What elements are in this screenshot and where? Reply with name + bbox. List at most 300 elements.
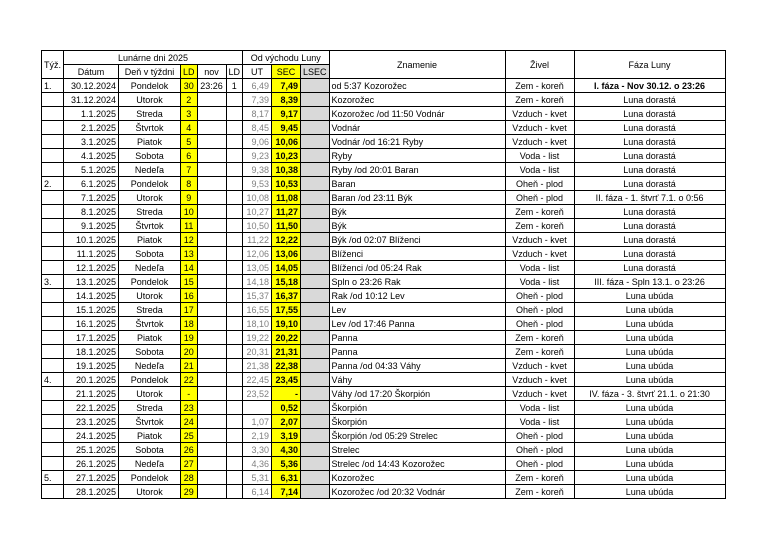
cell-lunar-day: 2	[181, 93, 198, 107]
cell-element: Oheň - plod	[505, 289, 574, 303]
cell-sec: 8,39	[272, 93, 301, 107]
cell-moon-phase: Luna dorastá	[574, 205, 725, 219]
cell-lunar-day-2	[226, 331, 243, 345]
cell-date: 9.1.2025	[64, 219, 119, 233]
table-row	[42, 303, 726, 317]
cell-zodiac-sign: Ryby	[329, 149, 505, 163]
cell-new-moon-time	[197, 149, 226, 163]
cell-sec: 6,31	[272, 471, 301, 485]
col-header-ut: UT	[243, 65, 272, 79]
cell-sec: 10,53	[272, 177, 301, 191]
cell-lsec	[301, 415, 330, 429]
cell-lunar-day: 27	[181, 457, 198, 471]
cell-new-moon-time	[197, 261, 226, 275]
cell-weekday: Štvrtok	[119, 121, 181, 135]
table-row	[42, 331, 726, 345]
cell-date: 8.1.2025	[64, 205, 119, 219]
col-header-sec: SEC	[272, 65, 301, 79]
cell-lunar-day-2	[226, 373, 243, 387]
cell-lsec	[301, 289, 330, 303]
cell-week	[42, 107, 64, 121]
cell-lsec	[301, 471, 330, 485]
cell-weekday: Streda	[119, 107, 181, 121]
cell-date: 26.1.2025	[64, 457, 119, 471]
cell-lsec	[301, 429, 330, 443]
cell-lunar-day-2	[226, 233, 243, 247]
table-row	[42, 289, 726, 303]
col-header-date: Dátum	[64, 65, 119, 79]
table-row	[42, 93, 726, 107]
cell-zodiac-sign: Strelec /od 14:43 Kozorožec	[329, 457, 505, 471]
cell-week	[42, 387, 64, 401]
cell-moon-phase: IV. fáza - 3. štvrť 21.1. o 21:30	[574, 387, 725, 401]
cell-date: 12.1.2025	[64, 261, 119, 275]
cell-lunar-day: 29	[181, 485, 198, 499]
cell-new-moon-time	[197, 275, 226, 289]
cell-ut: 22,45	[243, 373, 272, 387]
cell-ut: 15,37	[243, 289, 272, 303]
cell-date: 15.1.2025	[64, 303, 119, 317]
cell-zodiac-sign: Kozorožec /od 20:32 Vodnár	[329, 485, 505, 499]
cell-ut: 8,45	[243, 121, 272, 135]
cell-lunar-day: 19	[181, 331, 198, 345]
cell-zodiac-sign: Baran	[329, 177, 505, 191]
cell-weekday: Streda	[119, 401, 181, 415]
cell-lunar-day: 8	[181, 177, 198, 191]
table-row	[42, 205, 726, 219]
cell-lsec	[301, 261, 330, 275]
cell-zodiac-sign: Kozorožec	[329, 471, 505, 485]
col-header-week: Týž.	[42, 51, 64, 79]
cell-lunar-day: 12	[181, 233, 198, 247]
table-row	[42, 429, 726, 443]
cell-lsec	[301, 359, 330, 373]
cell-lunar-day-2	[226, 401, 243, 415]
cell-moon-phase: Luna ubúda	[574, 415, 725, 429]
cell-lsec	[301, 401, 330, 415]
cell-sec: 9,45	[272, 121, 301, 135]
cell-lsec	[301, 79, 330, 93]
cell-date: 17.1.2025	[64, 331, 119, 345]
cell-element: Vzduch - kvet	[505, 359, 574, 373]
cell-ut: 10,27	[243, 205, 272, 219]
cell-lunar-day: 3	[181, 107, 198, 121]
cell-lunar-day-2	[226, 387, 243, 401]
cell-date: 23.1.2025	[64, 415, 119, 429]
cell-lunar-day-2	[226, 443, 243, 457]
cell-week: 1.	[42, 79, 64, 93]
cell-element: Zem - koreň	[505, 331, 574, 345]
cell-week	[42, 247, 64, 261]
cell-moon-phase: Luna ubúda	[574, 443, 725, 457]
cell-weekday: Utorok	[119, 93, 181, 107]
cell-new-moon-time	[197, 289, 226, 303]
cell-zodiac-sign: Škorpión	[329, 401, 505, 415]
cell-lsec	[301, 373, 330, 387]
cell-lunar-day: 30	[181, 79, 198, 93]
table-row	[42, 261, 726, 275]
cell-lunar-day-2	[226, 345, 243, 359]
cell-moon-phase: Luna ubúda	[574, 457, 725, 471]
cell-ut: 12,06	[243, 247, 272, 261]
cell-moon-phase: Luna ubúda	[574, 373, 725, 387]
cell-zodiac-sign: Býk	[329, 219, 505, 233]
cell-lunar-day: 4	[181, 121, 198, 135]
cell-weekday: Pondelok	[119, 275, 181, 289]
cell-lsec	[301, 191, 330, 205]
cell-lunar-day: 28	[181, 471, 198, 485]
cell-lunar-day: 25	[181, 429, 198, 443]
cell-week	[42, 359, 64, 373]
cell-lsec	[301, 149, 330, 163]
cell-sec: 4,30	[272, 443, 301, 457]
cell-moon-phase: Luna dorastá	[574, 247, 725, 261]
cell-week	[42, 289, 64, 303]
cell-lunar-day: 20	[181, 345, 198, 359]
cell-lunar-day: -	[181, 387, 198, 401]
cell-new-moon-time	[197, 429, 226, 443]
cell-date: 3.1.2025	[64, 135, 119, 149]
table-row	[42, 79, 726, 93]
cell-lunar-day-2	[226, 261, 243, 275]
cell-zodiac-sign: Panna	[329, 331, 505, 345]
col-header-element: Živel	[505, 51, 574, 79]
cell-ut: 14,18	[243, 275, 272, 289]
cell-week	[42, 443, 64, 457]
cell-zodiac-sign: Váhy /od 17:20 Škorpión	[329, 387, 505, 401]
cell-weekday: Piatok	[119, 429, 181, 443]
cell-sec: 10,06	[272, 135, 301, 149]
cell-new-moon-time	[197, 331, 226, 345]
cell-new-moon-time	[197, 401, 226, 415]
cell-new-moon-time	[197, 191, 226, 205]
cell-weekday: Sobota	[119, 345, 181, 359]
cell-sec: 5,36	[272, 457, 301, 471]
cell-moon-phase: Luna ubúda	[574, 303, 725, 317]
cell-date: 22.1.2025	[64, 401, 119, 415]
cell-weekday: Utorok	[119, 289, 181, 303]
cell-sec: 14,05	[272, 261, 301, 275]
cell-element: Zem - koreň	[505, 205, 574, 219]
cell-weekday: Nedeľa	[119, 359, 181, 373]
cell-lunar-day-2	[226, 359, 243, 373]
cell-lsec	[301, 247, 330, 261]
cell-week	[42, 93, 64, 107]
table-row	[42, 163, 726, 177]
cell-lunar-day-2	[226, 93, 243, 107]
cell-ut: 5,31	[243, 471, 272, 485]
col-header-sign: Znamenie	[329, 51, 505, 79]
cell-weekday: Piatok	[119, 135, 181, 149]
cell-ut: 9,06	[243, 135, 272, 149]
cell-zodiac-sign: Vodnár /od 16:21 Ryby	[329, 135, 505, 149]
cell-week	[42, 345, 64, 359]
cell-zodiac-sign: Spln o 23:26 Rak	[329, 275, 505, 289]
table-row	[42, 219, 726, 233]
cell-weekday: Streda	[119, 205, 181, 219]
cell-element: Voda - list	[505, 415, 574, 429]
cell-weekday: Pondelok	[119, 177, 181, 191]
table-row	[42, 247, 726, 261]
cell-zodiac-sign: Panna /od 04:33 Váhy	[329, 359, 505, 373]
cell-lsec	[301, 107, 330, 121]
table-row	[42, 471, 726, 485]
cell-moon-phase: Luna ubúda	[574, 471, 725, 485]
table-row	[42, 233, 726, 247]
cell-new-moon-time	[197, 135, 226, 149]
cell-element: Zem - koreň	[505, 345, 574, 359]
cell-week	[42, 233, 64, 247]
cell-date: 21.1.2025	[64, 387, 119, 401]
cell-element: Voda - list	[505, 261, 574, 275]
cell-moon-phase: Luna dorastá	[574, 149, 725, 163]
cell-lsec	[301, 219, 330, 233]
table-row	[42, 149, 726, 163]
table-row	[42, 373, 726, 387]
cell-ut: 18,10	[243, 317, 272, 331]
table-row	[42, 317, 726, 331]
cell-zodiac-sign: Býk /od 02:07 Blíženci	[329, 233, 505, 247]
cell-week	[42, 163, 64, 177]
cell-ut: 9,23	[243, 149, 272, 163]
cell-zodiac-sign: Váhy	[329, 373, 505, 387]
cell-element: Zem - koreň	[505, 79, 574, 93]
cell-ut: 10,50	[243, 219, 272, 233]
cell-moon-phase: Luna dorastá	[574, 219, 725, 233]
cell-moon-phase: Luna ubúda	[574, 401, 725, 415]
table-row	[42, 191, 726, 205]
col-header-phase: Fáza Luny	[574, 51, 725, 79]
cell-lunar-day: 24	[181, 415, 198, 429]
cell-sec: 12,22	[272, 233, 301, 247]
cell-lunar-day: 14	[181, 261, 198, 275]
cell-ut	[243, 401, 272, 415]
cell-element: Voda - list	[505, 275, 574, 289]
cell-week	[42, 303, 64, 317]
cell-date: 31.12.2024	[64, 93, 119, 107]
cell-date: 30.12.2024	[64, 79, 119, 93]
cell-weekday: Sobota	[119, 247, 181, 261]
cell-element: Oheň - plod	[505, 317, 574, 331]
cell-lunar-day-2	[226, 471, 243, 485]
cell-week	[42, 205, 64, 219]
cell-ut: 6,49	[243, 79, 272, 93]
cell-ut: 19,22	[243, 331, 272, 345]
cell-sec: 19,10	[272, 317, 301, 331]
cell-sec: 0,52	[272, 401, 301, 415]
cell-weekday: Nedeľa	[119, 457, 181, 471]
cell-moon-phase: Luna dorastá	[574, 135, 725, 149]
cell-week	[42, 219, 64, 233]
cell-new-moon-time	[197, 415, 226, 429]
cell-lunar-day-2	[226, 163, 243, 177]
cell-element: Vzduch - kvet	[505, 387, 574, 401]
cell-element: Vzduch - kvet	[505, 233, 574, 247]
cell-element: Voda - list	[505, 149, 574, 163]
table-row	[42, 275, 726, 289]
cell-ut: 20,31	[243, 345, 272, 359]
cell-zodiac-sign: Lev /od 17:46 Panna	[329, 317, 505, 331]
col-header-nov: nov	[197, 65, 226, 79]
cell-new-moon-time	[197, 373, 226, 387]
cell-weekday: Utorok	[119, 387, 181, 401]
cell-week	[42, 457, 64, 471]
cell-moon-phase: Luna ubúda	[574, 317, 725, 331]
cell-lunar-day: 9	[181, 191, 198, 205]
cell-ut: 9,53	[243, 177, 272, 191]
cell-lunar-day-2	[226, 149, 243, 163]
cell-week: 2.	[42, 177, 64, 191]
cell-element: Vzduch - kvet	[505, 121, 574, 135]
cell-moon-phase: Luna ubúda	[574, 331, 725, 345]
cell-ut: 7,39	[243, 93, 272, 107]
cell-moon-phase: I. fáza - Nov 30.12. o 23:26	[574, 79, 725, 93]
cell-moon-phase: III. fáza - Spln 13.1. o 23:26	[574, 275, 725, 289]
cell-element: Oheň - plod	[505, 443, 574, 457]
cell-moon-phase: Luna dorastá	[574, 163, 725, 177]
cell-new-moon-time	[197, 303, 226, 317]
table-row	[42, 177, 726, 191]
cell-sec: 10,38	[272, 163, 301, 177]
cell-new-moon-time	[197, 485, 226, 499]
cell-weekday: Štvrtok	[119, 219, 181, 233]
cell-lunar-day: 16	[181, 289, 198, 303]
cell-moon-phase: Luna dorastá	[574, 93, 725, 107]
cell-lsec	[301, 345, 330, 359]
cell-zodiac-sign: Lev	[329, 303, 505, 317]
cell-zodiac-sign: Kozorožec	[329, 93, 505, 107]
col-header-ld2: LD	[226, 65, 243, 79]
cell-weekday: Utorok	[119, 191, 181, 205]
cell-element: Voda - list	[505, 401, 574, 415]
table-row	[42, 359, 726, 373]
header-row-top	[42, 51, 726, 65]
cell-week	[42, 135, 64, 149]
cell-lunar-day-2	[226, 303, 243, 317]
cell-week	[42, 149, 64, 163]
table-row	[42, 457, 726, 471]
cell-sec: 23,45	[272, 373, 301, 387]
cell-week	[42, 401, 64, 415]
cell-lunar-day-2	[226, 317, 243, 331]
cell-date: 11.1.2025	[64, 247, 119, 261]
cell-lunar-day-2	[226, 289, 243, 303]
cell-element: Oheň - plod	[505, 303, 574, 317]
cell-lunar-day: 5	[181, 135, 198, 149]
cell-ut: 10,08	[243, 191, 272, 205]
table-row	[42, 107, 726, 121]
cell-week	[42, 317, 64, 331]
table-row	[42, 121, 726, 135]
cell-date: 7.1.2025	[64, 191, 119, 205]
cell-lunar-day-2	[226, 191, 243, 205]
cell-weekday: Štvrtok	[119, 415, 181, 429]
cell-lunar-day-2	[226, 429, 243, 443]
cell-date: 25.1.2025	[64, 443, 119, 457]
cell-element: Vzduch - kvet	[505, 107, 574, 121]
cell-element: Zem - koreň	[505, 485, 574, 499]
cell-sec: 11,08	[272, 191, 301, 205]
cell-ut: 21,38	[243, 359, 272, 373]
cell-week	[42, 121, 64, 135]
cell-sec: 22,38	[272, 359, 301, 373]
cell-lunar-day: 21	[181, 359, 198, 373]
cell-sec: 10,23	[272, 149, 301, 163]
cell-lunar-day: 23	[181, 401, 198, 415]
table-row	[42, 345, 726, 359]
cell-element: Oheň - plod	[505, 429, 574, 443]
cell-new-moon-time	[197, 177, 226, 191]
cell-week: 5.	[42, 471, 64, 485]
cell-lsec	[301, 177, 330, 191]
cell-lunar-day: 15	[181, 275, 198, 289]
cell-lunar-day: 22	[181, 373, 198, 387]
cell-zodiac-sign: Škorpión	[329, 415, 505, 429]
cell-zodiac-sign: Baran /od 23:11 Býk	[329, 191, 505, 205]
cell-weekday: Pondelok	[119, 373, 181, 387]
cell-new-moon-time	[197, 345, 226, 359]
cell-lsec	[301, 205, 330, 219]
cell-ut: 16,55	[243, 303, 272, 317]
cell-element: Zem - koreň	[505, 93, 574, 107]
cell-moon-phase: Luna ubúda	[574, 289, 725, 303]
cell-moon-phase: Luna ubúda	[574, 359, 725, 373]
cell-date: 14.1.2025	[64, 289, 119, 303]
table-body	[42, 79, 726, 499]
cell-ut: 23,52	[243, 387, 272, 401]
cell-date: 5.1.2025	[64, 163, 119, 177]
cell-weekday: Nedeľa	[119, 163, 181, 177]
table-row	[42, 401, 726, 415]
cell-ut: 1,07	[243, 415, 272, 429]
cell-new-moon-time	[197, 205, 226, 219]
cell-weekday: Sobota	[119, 149, 181, 163]
cell-moon-phase: Luna dorastá	[574, 121, 725, 135]
cell-date: 28.1.2025	[64, 485, 119, 499]
cell-new-moon-time	[197, 121, 226, 135]
cell-lunar-day: 13	[181, 247, 198, 261]
cell-lunar-day-2	[226, 205, 243, 219]
cell-lunar-day-2	[226, 275, 243, 289]
cell-new-moon-time	[197, 163, 226, 177]
cell-lunar-day-2	[226, 247, 243, 261]
cell-ut: 13,05	[243, 261, 272, 275]
cell-lunar-day-2	[226, 485, 243, 499]
cell-sec: 11,27	[272, 205, 301, 219]
table-row	[42, 485, 726, 499]
cell-element: Zem - koreň	[505, 219, 574, 233]
cell-lunar-day: 11	[181, 219, 198, 233]
cell-date: 6.1.2025	[64, 177, 119, 191]
cell-sec: 21,31	[272, 345, 301, 359]
cell-week	[42, 429, 64, 443]
col-header-ld: LD	[181, 65, 198, 79]
cell-element: Vzduch - kvet	[505, 135, 574, 149]
cell-lunar-day-2	[226, 219, 243, 233]
cell-element: Zem - koreň	[505, 471, 574, 485]
cell-weekday: Streda	[119, 303, 181, 317]
cell-sec: -	[272, 387, 301, 401]
cell-new-moon-time	[197, 359, 226, 373]
cell-lunar-day: 6	[181, 149, 198, 163]
cell-sec: 15,18	[272, 275, 301, 289]
cell-lunar-day-2	[226, 415, 243, 429]
table-row	[42, 443, 726, 457]
cell-sec: 11,50	[272, 219, 301, 233]
cell-lunar-day-2	[226, 121, 243, 135]
cell-lunar-day-2	[226, 177, 243, 191]
cell-moon-phase: Luna dorastá	[574, 233, 725, 247]
